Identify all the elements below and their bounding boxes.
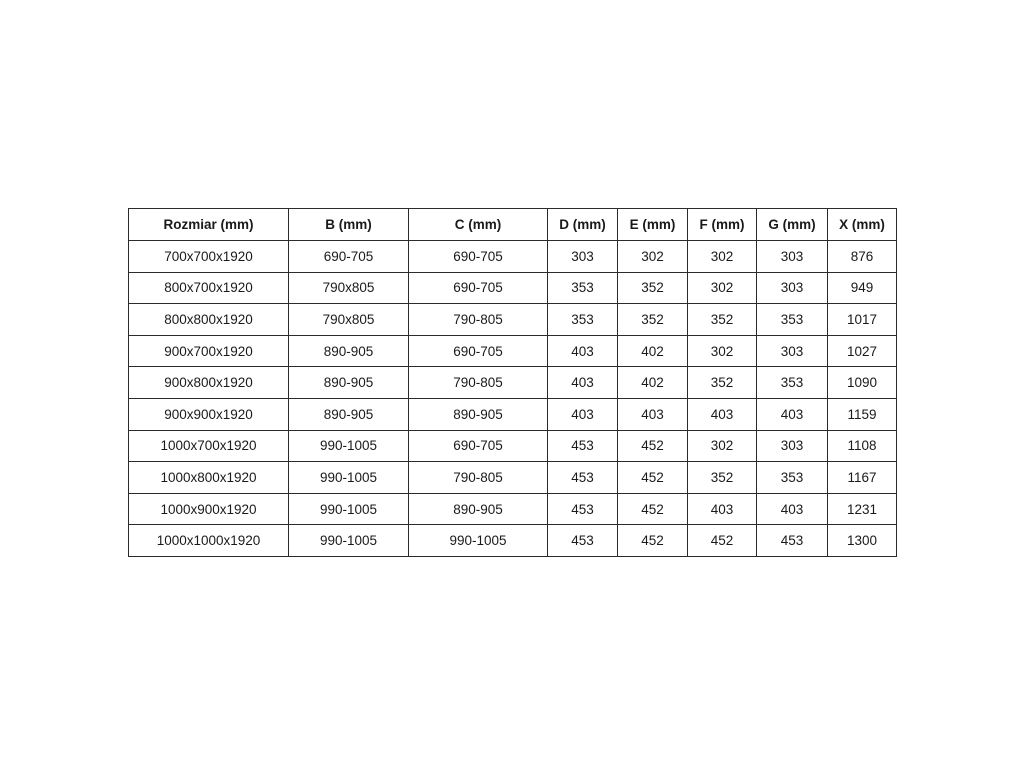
table-cell: 990-1005 — [289, 493, 409, 525]
table-cell: 353 — [757, 462, 828, 494]
table-row — [129, 430, 897, 462]
header-cell-c: C (mm) — [409, 209, 548, 241]
table-row — [129, 335, 897, 367]
table-cell: 690-705 — [289, 241, 409, 273]
table-row — [129, 493, 897, 525]
table-cell: 690-705 — [409, 335, 548, 367]
table-cell: 403 — [688, 398, 757, 430]
table-cell: 890-905 — [409, 493, 548, 525]
table-cell: 1108 — [828, 430, 897, 462]
table-cell: 790x805 — [289, 304, 409, 336]
table-cell: 453 — [548, 525, 618, 557]
table-cell: 1000x900x1920 — [129, 493, 289, 525]
table-cell: 790-805 — [409, 367, 548, 399]
table-cell: 990-1005 — [289, 462, 409, 494]
table-cell: 302 — [688, 430, 757, 462]
table-cell: 800x700x1920 — [129, 272, 289, 304]
table-cell: 1231 — [828, 493, 897, 525]
table-cell: 453 — [548, 430, 618, 462]
table-cell: 402 — [618, 367, 688, 399]
table-row — [129, 525, 897, 557]
table-row — [129, 272, 897, 304]
header-cell-e: E (mm) — [618, 209, 688, 241]
dimensions-table-container — [128, 208, 897, 557]
header-cell-d: D (mm) — [548, 209, 618, 241]
table-cell: 990-1005 — [289, 430, 409, 462]
table-cell: 1159 — [828, 398, 897, 430]
table-cell: 890-905 — [289, 335, 409, 367]
table-cell: 303 — [757, 272, 828, 304]
table-cell: 1000x800x1920 — [129, 462, 289, 494]
table-cell: 790x805 — [289, 272, 409, 304]
table-header — [129, 209, 897, 241]
table-cell: 403 — [548, 367, 618, 399]
table-cell: 690-705 — [409, 430, 548, 462]
table-cell: 1090 — [828, 367, 897, 399]
table-cell: 403 — [548, 398, 618, 430]
table-cell: 302 — [618, 241, 688, 273]
table-cell: 800x800x1920 — [129, 304, 289, 336]
table-cell: 302 — [688, 335, 757, 367]
table-cell: 900x900x1920 — [129, 398, 289, 430]
table-cell: 452 — [618, 430, 688, 462]
table-cell: 1027 — [828, 335, 897, 367]
table-row — [129, 398, 897, 430]
header-cell-f: F (mm) — [688, 209, 757, 241]
table-cell: 690-705 — [409, 272, 548, 304]
table-row — [129, 462, 897, 494]
table-cell: 453 — [757, 525, 828, 557]
table-cell: 452 — [688, 525, 757, 557]
table-cell: 353 — [757, 304, 828, 336]
table-cell: 452 — [618, 462, 688, 494]
table-cell: 303 — [757, 335, 828, 367]
table-row — [129, 241, 897, 273]
table-cell: 700x700x1920 — [129, 241, 289, 273]
table-cell: 303 — [548, 241, 618, 273]
table-cell: 900x700x1920 — [129, 335, 289, 367]
table-cell: 690-705 — [409, 241, 548, 273]
table-cell: 353 — [757, 367, 828, 399]
table-cell: 452 — [618, 525, 688, 557]
header-cell-g: G (mm) — [757, 209, 828, 241]
table-row — [129, 304, 897, 336]
table-cell: 353 — [548, 272, 618, 304]
table-cell: 352 — [618, 304, 688, 336]
table-cell: 790-805 — [409, 304, 548, 336]
table-cell: 303 — [757, 430, 828, 462]
table-cell: 1300 — [828, 525, 897, 557]
header-cell-b: B (mm) — [289, 209, 409, 241]
table-cell: 1000x1000x1920 — [129, 525, 289, 557]
table-cell: 303 — [757, 241, 828, 273]
table-cell: 352 — [688, 462, 757, 494]
table-cell: 453 — [548, 462, 618, 494]
table-cell: 949 — [828, 272, 897, 304]
table-cell: 890-905 — [289, 367, 409, 399]
table-row — [129, 367, 897, 399]
table-cell: 352 — [688, 304, 757, 336]
table-cell: 403 — [548, 335, 618, 367]
table-cell: 1000x700x1920 — [129, 430, 289, 462]
table-cell: 453 — [548, 493, 618, 525]
table-cell: 1017 — [828, 304, 897, 336]
table-cell: 353 — [548, 304, 618, 336]
table-cell: 403 — [688, 493, 757, 525]
table-cell: 900x800x1920 — [129, 367, 289, 399]
table-cell: 452 — [618, 493, 688, 525]
header-row — [129, 209, 897, 241]
table-cell: 352 — [618, 272, 688, 304]
table-body — [129, 241, 897, 557]
table-cell: 302 — [688, 272, 757, 304]
header-cell-x: X (mm) — [828, 209, 897, 241]
table-cell: 402 — [618, 335, 688, 367]
header-cell-size: Rozmiar (mm) — [129, 209, 289, 241]
table-cell: 403 — [618, 398, 688, 430]
table-cell: 990-1005 — [289, 525, 409, 557]
table-cell: 302 — [688, 241, 757, 273]
table-cell: 990-1005 — [409, 525, 548, 557]
table-cell: 890-905 — [409, 398, 548, 430]
table-cell: 403 — [757, 493, 828, 525]
dimensions-table — [128, 208, 897, 557]
table-cell: 876 — [828, 241, 897, 273]
table-cell: 1167 — [828, 462, 897, 494]
table-cell: 352 — [688, 367, 757, 399]
table-cell: 790-805 — [409, 462, 548, 494]
table-cell: 890-905 — [289, 398, 409, 430]
table-cell: 403 — [757, 398, 828, 430]
